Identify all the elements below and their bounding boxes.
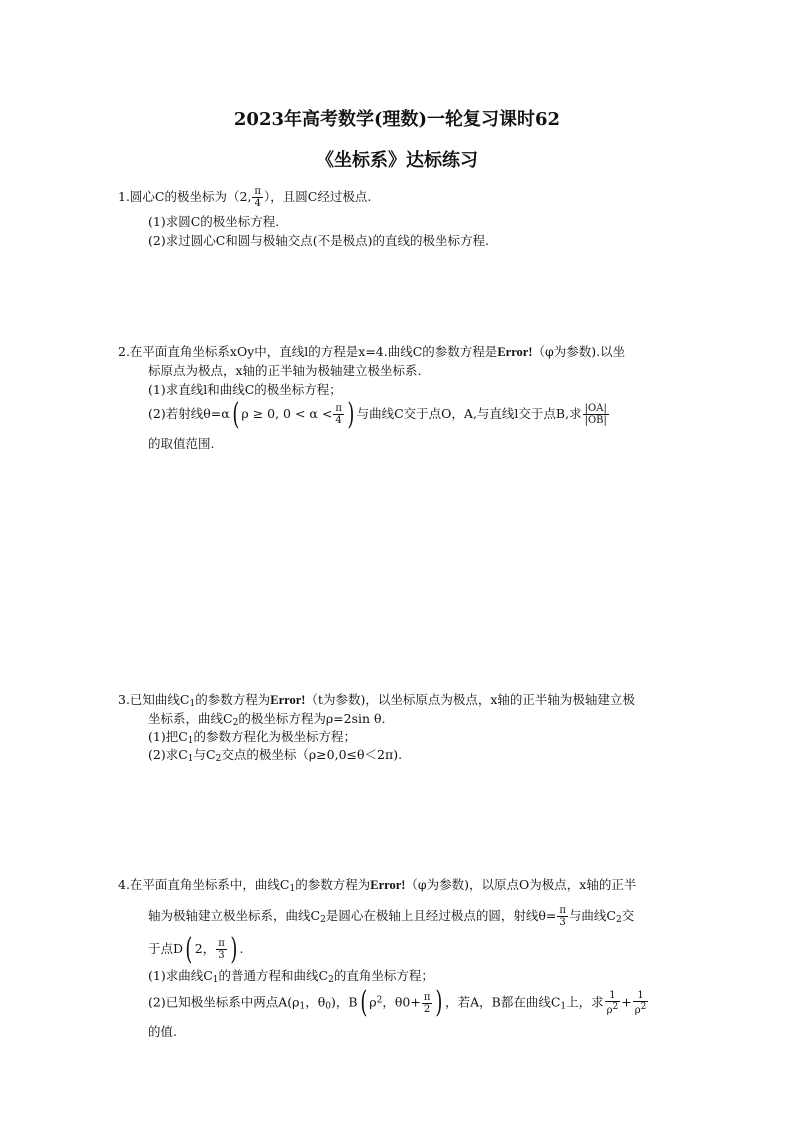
q2-stem: 2.在平面直角坐标系xOy中，直线l的方程是x=4.曲线C的参数方程是Error!（φ为参数).以坐 bbox=[118, 344, 626, 359]
fraction-one-over-rho-sq-a: $\frac{1}{\rho 2}$ bbox=[606, 990, 619, 1016]
q3-stem-line2: 坐标系，曲线$C_2$的极坐标方程为ρ=2sin θ. bbox=[148, 711, 386, 728]
q4-part1: (1)求曲线$C_1$的普通方程和曲线$C_2$的直角坐标方程； bbox=[148, 968, 434, 985]
fraction-one-over-rho-sq-b: $\frac{1}{\rho 2}$ bbox=[634, 990, 647, 1016]
fraction-pi-over-4: $\frac{\pi}{4}$ bbox=[254, 186, 261, 209]
q4-part2: (2)已知极坐标系中两点$A(\rho_1$，$\theta_0$)，B( $\rho^2$，θ0+ $\frac{\pi}{2}$ ) ，若A，B都在曲线$C_1$上，求 $\frac{1}{\rho 2}$ + $\frac{1}{\rho 2}$ bbox=[148, 985, 647, 1020]
q3-part2: (2)求$C_1$与$C_2$交点的极坐标（ρ≥0,0≤θ＜2π). bbox=[148, 747, 403, 764]
fraction-oa-over-ob: $\frac{|OA|}{|OB|}$ bbox=[584, 403, 607, 426]
q4-stem-line3: 于点D( 2， $\frac{\pi}{3}$ ) . bbox=[148, 931, 244, 967]
error-placeholder: Error! bbox=[270, 693, 306, 707]
q3-part1: (1)把$C_1$的参数方程化为极坐标方程； bbox=[148, 729, 357, 746]
q1-part1: (1)求圆C的极坐标方程. bbox=[148, 214, 280, 229]
document-title: 2023年高考数学(理数)一轮复习课时62 bbox=[233, 109, 561, 130]
document-subtitle: 《坐标系》达标练习 bbox=[316, 150, 478, 171]
fraction-pi-over-2: $\frac{\pi}{2}$ bbox=[423, 991, 431, 1015]
error-placeholder: Error! bbox=[497, 345, 533, 359]
q2-part1: (1)求直线l和曲线C的极坐标方程； bbox=[148, 382, 342, 397]
q4-stem-line2: 轴为极轴建立极坐标系，曲线$C_2$是圆心在极轴上且经过极点的圆，射线θ= $\frac{\pi}{3}$ 与曲线$C_2$交 bbox=[148, 905, 635, 928]
q1-stem: 1.圆心C的极坐标为（2, $\frac{\pi}{4}$ ），且圆C经过极点. bbox=[118, 186, 372, 209]
fraction-pi-over-3: $\frac{\pi}{3}$ bbox=[559, 905, 566, 928]
q4-stem: 4.在平面直角坐标系中，曲线$C_1$的参数方程为Error!（φ为参数)，以原点O为极点，x轴的正半 bbox=[118, 877, 637, 894]
fraction-pi-over-4: $\frac{\pi}{4}$ bbox=[335, 403, 342, 426]
q2-part2: (2)若射线θ=α( ρ ≥ 0, 0 < α < $\frac{\pi}{4}$ ) 与曲线C交于点O，A,与直线l交于点B,求 $\frac{|OA|}{|OB|}$ bbox=[148, 396, 607, 432]
q2-stem-line2: 标原点为极点，x轴的正半轴为极轴建立极坐标系. bbox=[148, 363, 422, 378]
q1-part2: (2)求过圆心C和圆与极轴交点(不是极点)的直线的极坐标方程. bbox=[148, 233, 489, 248]
q4-tail: 的值. bbox=[148, 1024, 177, 1039]
error-placeholder: Error! bbox=[370, 878, 406, 892]
q2-tail: 的取值范围. bbox=[148, 436, 215, 451]
fraction-pi-over-3: $\frac{\pi}{3}$ bbox=[218, 938, 225, 961]
q3-stem: 3.已知曲线$C_1$的参数方程为Error!（t为参数)，以坐标原点为极点，x轴的正半轴为极轴建立极 bbox=[118, 692, 635, 709]
